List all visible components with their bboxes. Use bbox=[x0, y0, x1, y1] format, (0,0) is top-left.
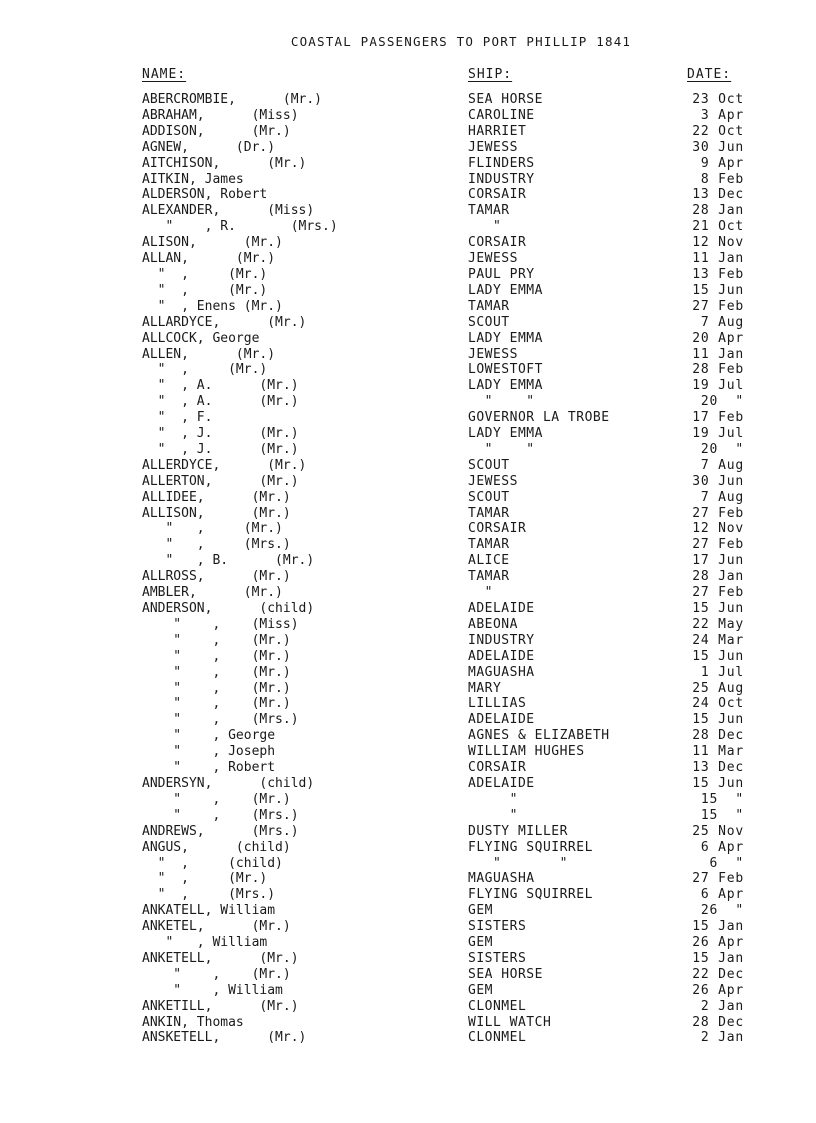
passenger-row bbox=[0, 235, 816, 251]
ship-name: " " bbox=[468, 394, 535, 410]
ship-name: ADELAIDE bbox=[468, 775, 535, 791]
ship-name: SEA HORSE bbox=[468, 966, 543, 982]
arrival-date: 28 Jan bbox=[692, 569, 744, 585]
passenger-row bbox=[0, 108, 816, 124]
arrival-date: 13 Dec bbox=[692, 760, 744, 776]
passenger-row bbox=[0, 856, 816, 872]
passenger-row bbox=[0, 585, 816, 601]
passenger-row bbox=[0, 490, 816, 506]
passenger-name: ANKETELL, (Mr.) bbox=[142, 950, 299, 966]
ship-name: ADELAIDE bbox=[468, 601, 535, 616]
arrival-date: 6 Apr bbox=[700, 887, 744, 903]
passenger-row bbox=[0, 219, 816, 235]
arrival-date: 25 Aug bbox=[692, 680, 744, 696]
passenger-name: ALDERSON, Robert bbox=[142, 187, 268, 203]
arrival-date: 27 Feb bbox=[692, 871, 744, 887]
passenger-name: ALEXANDER, (Miss) bbox=[142, 203, 315, 219]
arrival-date: 12 Nov bbox=[692, 235, 744, 251]
ship-name: ABEONA bbox=[468, 616, 518, 632]
passenger-row bbox=[0, 871, 816, 887]
passenger-row bbox=[0, 378, 816, 394]
passenger-name: ANSKETELL, (Mr.) bbox=[142, 1030, 307, 1046]
passenger-name: ANKETEL, (Mr.) bbox=[142, 919, 291, 935]
passenger-name: AITCHISON, (Mr.) bbox=[142, 155, 307, 171]
passenger-row bbox=[0, 887, 816, 903]
passenger-name: ABRAHAM, (Miss) bbox=[142, 107, 299, 123]
passenger-name: ANDERSYN, (child) bbox=[142, 775, 315, 791]
ship-name: AGNES & ELIZABETH bbox=[468, 728, 610, 744]
passenger-name: ALLROSS, (Mr.) bbox=[142, 569, 291, 585]
passenger-name: " , B. (Mr.) bbox=[142, 553, 315, 569]
ship-name: TAMAR bbox=[468, 505, 510, 521]
arrival-date: 15 Jun bbox=[692, 282, 744, 298]
passenger-name: ANKIN, Thomas bbox=[142, 1014, 244, 1030]
arrival-date: 7 Aug bbox=[700, 489, 744, 505]
ship-name: LILLIAS bbox=[468, 696, 527, 712]
passenger-row bbox=[0, 903, 816, 919]
arrival-date: 17 Feb bbox=[692, 410, 744, 426]
ship-name: MAGUASHA bbox=[468, 664, 535, 680]
arrival-date: 28 Jan bbox=[692, 203, 744, 219]
ship-name: CAROLINE bbox=[468, 107, 535, 123]
passenger-name: " , J. (Mr.) bbox=[142, 426, 299, 442]
passenger-name: " , Robert bbox=[142, 760, 276, 776]
arrival-date: 24 Oct bbox=[692, 696, 744, 712]
ship-name: CORSAIR bbox=[468, 521, 527, 537]
ship-name: JEWESS bbox=[468, 139, 518, 155]
ship-name: SCOUT bbox=[468, 457, 510, 473]
passenger-name: ALLIDEE, (Mr.) bbox=[142, 489, 291, 505]
passenger-name: ALISON, (Mr.) bbox=[142, 235, 283, 251]
arrival-date: 19 Jul bbox=[692, 378, 744, 394]
arrival-date: 15 " bbox=[700, 791, 744, 807]
passenger-row bbox=[0, 601, 816, 617]
passenger-name: ALLARDYCE, (Mr.) bbox=[142, 314, 307, 330]
passenger-row bbox=[0, 315, 816, 331]
ship-name: " bbox=[468, 791, 518, 807]
ship-name: JEWESS bbox=[468, 251, 518, 267]
arrival-date: 11 Mar bbox=[692, 744, 744, 760]
ship-name: FLYING SQUIRREL bbox=[468, 887, 593, 903]
arrival-date: 15 Jun bbox=[692, 601, 744, 616]
passenger-name: " , (Mr.) bbox=[142, 966, 291, 982]
passenger-name: " , R. (Mrs.) bbox=[142, 219, 338, 235]
arrival-date: 1 Jul bbox=[700, 664, 744, 680]
arrival-date: 9 Apr bbox=[700, 155, 744, 171]
ship-name: " " bbox=[468, 441, 535, 457]
passenger-row bbox=[0, 633, 816, 649]
passenger-row bbox=[0, 537, 816, 553]
passenger-row bbox=[0, 394, 816, 410]
arrival-date: 15 Jun bbox=[692, 648, 744, 664]
ship-name: TAMAR bbox=[468, 298, 510, 314]
passenger-row bbox=[0, 649, 816, 665]
arrival-date: 13 Dec bbox=[692, 187, 744, 203]
passenger-name: " , George bbox=[142, 728, 276, 744]
arrival-date: 17 Jun bbox=[692, 553, 744, 569]
passenger-name: ANDREWS, (Mrs.) bbox=[142, 823, 299, 839]
passenger-name: " , (Mrs.) bbox=[142, 712, 299, 728]
passenger-row bbox=[0, 824, 816, 840]
arrival-date: 13 Feb bbox=[692, 266, 744, 282]
passenger-row bbox=[0, 124, 816, 140]
ship-name: GOVERNOR LA TROBE bbox=[468, 410, 610, 426]
arrival-date: 27 Feb bbox=[692, 505, 744, 521]
ship-name: " bbox=[468, 219, 502, 235]
ship-name: MARY bbox=[468, 680, 502, 696]
ship-name: DUSTY MILLER bbox=[468, 823, 568, 839]
passenger-row bbox=[0, 203, 816, 219]
passenger-row bbox=[0, 92, 816, 108]
arrival-date: 22 Dec bbox=[692, 966, 744, 982]
passenger-row bbox=[0, 426, 816, 442]
passenger-row bbox=[0, 935, 816, 951]
arrival-date: 30 Jun bbox=[692, 473, 744, 489]
ship-name: SCOUT bbox=[468, 489, 510, 505]
arrival-date: 2 Jan bbox=[700, 1030, 744, 1046]
passenger-row bbox=[0, 553, 816, 569]
passenger-name: " , (Mr.) bbox=[142, 696, 291, 712]
arrival-date: 27 Feb bbox=[692, 585, 744, 601]
arrival-date: 15 Jun bbox=[692, 712, 744, 728]
arrival-date: 7 Aug bbox=[700, 457, 744, 473]
arrival-date: 23 Oct bbox=[692, 92, 744, 107]
ship-name: ALICE bbox=[468, 553, 510, 569]
passenger-name: ALLEN, (Mr.) bbox=[142, 346, 276, 362]
passenger-name: ANDERSON, (child) bbox=[142, 601, 315, 616]
passenger-name: " , A. (Mr.) bbox=[142, 378, 299, 394]
ship-name: LADY EMMA bbox=[468, 378, 543, 394]
passenger-name: ALLAN, (Mr.) bbox=[142, 251, 276, 267]
passenger-row bbox=[0, 681, 816, 697]
passenger-name: " , (Mr.) bbox=[142, 791, 291, 807]
passenger-row bbox=[0, 172, 816, 188]
ship-name: LADY EMMA bbox=[468, 282, 543, 298]
arrival-date: 19 Jul bbox=[692, 426, 744, 442]
passenger-name: " , A. (Mr.) bbox=[142, 394, 299, 410]
passenger-row bbox=[0, 283, 816, 299]
ship-name: FLYING SQUIRREL bbox=[468, 839, 593, 855]
arrival-date: 8 Feb bbox=[700, 171, 744, 187]
passenger-row bbox=[0, 331, 816, 347]
ship-name: " bbox=[468, 807, 518, 823]
ship-name: PAUL PRY bbox=[468, 266, 535, 282]
passenger-row bbox=[0, 251, 816, 267]
ship-name: " " bbox=[468, 855, 568, 871]
arrival-date: 15 Jan bbox=[692, 950, 744, 966]
passenger-name: " , Joseph bbox=[142, 744, 276, 760]
passenger-row bbox=[0, 951, 816, 967]
passenger-row bbox=[0, 362, 816, 378]
arrival-date: 27 Feb bbox=[692, 537, 744, 553]
passenger-row bbox=[0, 983, 816, 999]
ship-name: JEWESS bbox=[468, 346, 518, 362]
passenger-row bbox=[0, 776, 816, 792]
passenger-row bbox=[0, 792, 816, 808]
passenger-name: " , (Mr.) bbox=[142, 680, 291, 696]
passenger-name: AMBLER, (Mr.) bbox=[142, 585, 283, 601]
ship-name: CORSAIR bbox=[468, 187, 527, 203]
arrival-date: 12 Nov bbox=[692, 521, 744, 537]
passenger-name: ANGUS, (child) bbox=[142, 839, 291, 855]
arrival-date: 20 Apr bbox=[692, 330, 744, 346]
passenger-name: " , William bbox=[142, 982, 283, 998]
passenger-name: ABERCROMBIE, (Mr.) bbox=[142, 92, 323, 107]
ship-name: ADELAIDE bbox=[468, 648, 535, 664]
passenger-row bbox=[0, 299, 816, 315]
ship-name: INDUSTRY bbox=[468, 171, 535, 187]
ship-name: TAMAR bbox=[468, 569, 510, 585]
ship-name: FLINDERS bbox=[468, 155, 535, 171]
ship-name: SISTERS bbox=[468, 919, 527, 935]
passenger-row bbox=[0, 442, 816, 458]
passenger-row bbox=[0, 919, 816, 935]
ship-name: WILLIAM HUGHES bbox=[468, 744, 585, 760]
passenger-row bbox=[0, 521, 816, 537]
ship-name: LOWESTOFT bbox=[468, 362, 543, 378]
arrival-date: 21 Oct bbox=[692, 219, 744, 235]
passenger-row bbox=[0, 696, 816, 712]
ship-name: LADY EMMA bbox=[468, 330, 543, 346]
passenger-row bbox=[0, 474, 816, 490]
ship-name: CORSAIR bbox=[468, 235, 527, 251]
arrival-date: 6 Apr bbox=[700, 839, 744, 855]
passenger-row bbox=[0, 808, 816, 824]
ship-name: TAMAR bbox=[468, 203, 510, 219]
passenger-row bbox=[0, 187, 816, 203]
arrival-date: 27 Feb bbox=[692, 298, 744, 314]
passenger-row bbox=[0, 665, 816, 681]
passenger-name: " , (Mr.) bbox=[142, 664, 291, 680]
passenger-row bbox=[0, 840, 816, 856]
passenger-row bbox=[0, 347, 816, 363]
ship-name: MAGUASHA bbox=[468, 871, 535, 887]
passenger-row bbox=[0, 267, 816, 283]
passenger-name: ALLCOCK, George bbox=[142, 330, 260, 346]
ship-name: LADY EMMA bbox=[468, 426, 543, 442]
passenger-name: ALLERDYCE, (Mr.) bbox=[142, 457, 307, 473]
passenger-name: ALLERTON, (Mr.) bbox=[142, 473, 299, 489]
ship-name: GEM bbox=[468, 935, 493, 951]
passenger-row bbox=[0, 744, 816, 760]
passenger-name: " , (Mrs.) bbox=[142, 887, 276, 903]
passenger-name: " , (Mr.) bbox=[142, 521, 283, 537]
arrival-date: 28 Dec bbox=[692, 728, 744, 744]
arrival-date: 3 Apr bbox=[700, 107, 744, 123]
passenger-name: " , (Mr.) bbox=[142, 266, 268, 282]
column-header-date: DATE: bbox=[687, 67, 732, 82]
arrival-date: 2 Jan bbox=[700, 998, 744, 1014]
passenger-name: " , (child) bbox=[142, 855, 283, 871]
arrival-date: 28 Feb bbox=[692, 362, 744, 378]
ship-name: " bbox=[468, 585, 493, 601]
passenger-name: " , J. (Mr.) bbox=[142, 441, 299, 457]
ship-name: HARRIET bbox=[468, 123, 527, 139]
arrival-date: 28 Dec bbox=[692, 1014, 744, 1030]
passenger-row bbox=[0, 506, 816, 522]
passenger-row bbox=[0, 1030, 816, 1046]
passenger-name: " , William bbox=[142, 935, 268, 951]
ship-name: CLONMEL bbox=[468, 998, 527, 1014]
ship-name: CLONMEL bbox=[468, 1030, 527, 1046]
ship-name: GEM bbox=[468, 982, 493, 998]
passenger-name: " , (Mrs.) bbox=[142, 807, 299, 823]
arrival-date: 26 " bbox=[700, 903, 744, 919]
arrival-date: 24 Mar bbox=[692, 632, 744, 648]
passenger-name: " , (Mr.) bbox=[142, 632, 291, 648]
passenger-row bbox=[0, 712, 816, 728]
ship-name: SISTERS bbox=[468, 950, 527, 966]
passenger-row bbox=[0, 967, 816, 983]
passenger-name: ALLISON, (Mr.) bbox=[142, 505, 291, 521]
column-header-ship: SHIP: bbox=[468, 67, 513, 82]
passenger-row bbox=[0, 410, 816, 426]
passenger-row bbox=[0, 1015, 816, 1031]
arrival-date: 15 " bbox=[700, 807, 744, 823]
passenger-name: " , Enens (Mr.) bbox=[142, 298, 283, 314]
ship-name: ADELAIDE bbox=[468, 712, 535, 728]
passenger-name: AITKIN, James bbox=[142, 171, 244, 187]
passenger-name: ADDISON, (Mr.) bbox=[142, 123, 291, 139]
column-header-name: NAME: bbox=[142, 67, 187, 82]
arrival-date: 22 Oct bbox=[692, 123, 744, 139]
arrival-date: 11 Jan bbox=[692, 346, 744, 362]
passenger-row bbox=[0, 140, 816, 156]
ship-name: SCOUT bbox=[468, 314, 510, 330]
ship-name: TAMAR bbox=[468, 537, 510, 553]
ship-name: SEA HORSE bbox=[468, 92, 543, 107]
arrival-date: 30 Jun bbox=[692, 139, 744, 155]
arrival-date: 7 Aug bbox=[700, 314, 744, 330]
passenger-row bbox=[0, 728, 816, 744]
ship-name: INDUSTRY bbox=[468, 632, 535, 648]
arrival-date: 22 May bbox=[692, 616, 744, 632]
ship-name: CORSAIR bbox=[468, 760, 527, 776]
passenger-name: " , (Miss) bbox=[142, 616, 299, 632]
ship-name: JEWESS bbox=[468, 473, 518, 489]
ship-name: GEM bbox=[468, 903, 493, 919]
passenger-name: " , (Mrs.) bbox=[142, 537, 291, 553]
passenger-row bbox=[0, 156, 816, 172]
passenger-name: " , F. bbox=[142, 410, 213, 426]
arrival-date: 15 Jun bbox=[692, 775, 744, 791]
arrival-date: 15 Jan bbox=[692, 919, 744, 935]
arrival-date: 26 Apr bbox=[692, 982, 744, 998]
arrival-date: 20 " bbox=[700, 441, 744, 457]
ship-name: WILL WATCH bbox=[468, 1014, 552, 1030]
passenger-row bbox=[0, 760, 816, 776]
passenger-list bbox=[0, 92, 816, 1046]
passenger-name: " , (Mr.) bbox=[142, 362, 268, 378]
passenger-name: AGNEW, (Dr.) bbox=[142, 139, 276, 155]
passenger-name: ANKETILL, (Mr.) bbox=[142, 998, 299, 1014]
arrival-date: 6 " bbox=[709, 855, 744, 871]
passenger-name: " , (Mr.) bbox=[142, 648, 291, 664]
passenger-row bbox=[0, 999, 816, 1015]
page-title: COASTAL PASSENGERS TO PORT PHILLIP 1841 bbox=[290, 34, 632, 49]
passenger-row bbox=[0, 458, 816, 474]
arrival-date: 25 Nov bbox=[692, 823, 744, 839]
arrival-date: 26 Apr bbox=[692, 935, 744, 951]
passenger-row bbox=[0, 617, 816, 633]
arrival-date: 20 " bbox=[700, 394, 744, 410]
passenger-name: " , (Mr.) bbox=[142, 282, 268, 298]
arrival-date: 11 Jan bbox=[692, 251, 744, 267]
passenger-row bbox=[0, 569, 816, 585]
passenger-name: " , (Mr.) bbox=[142, 871, 268, 887]
passenger-name: ANKATELL, William bbox=[142, 903, 276, 919]
